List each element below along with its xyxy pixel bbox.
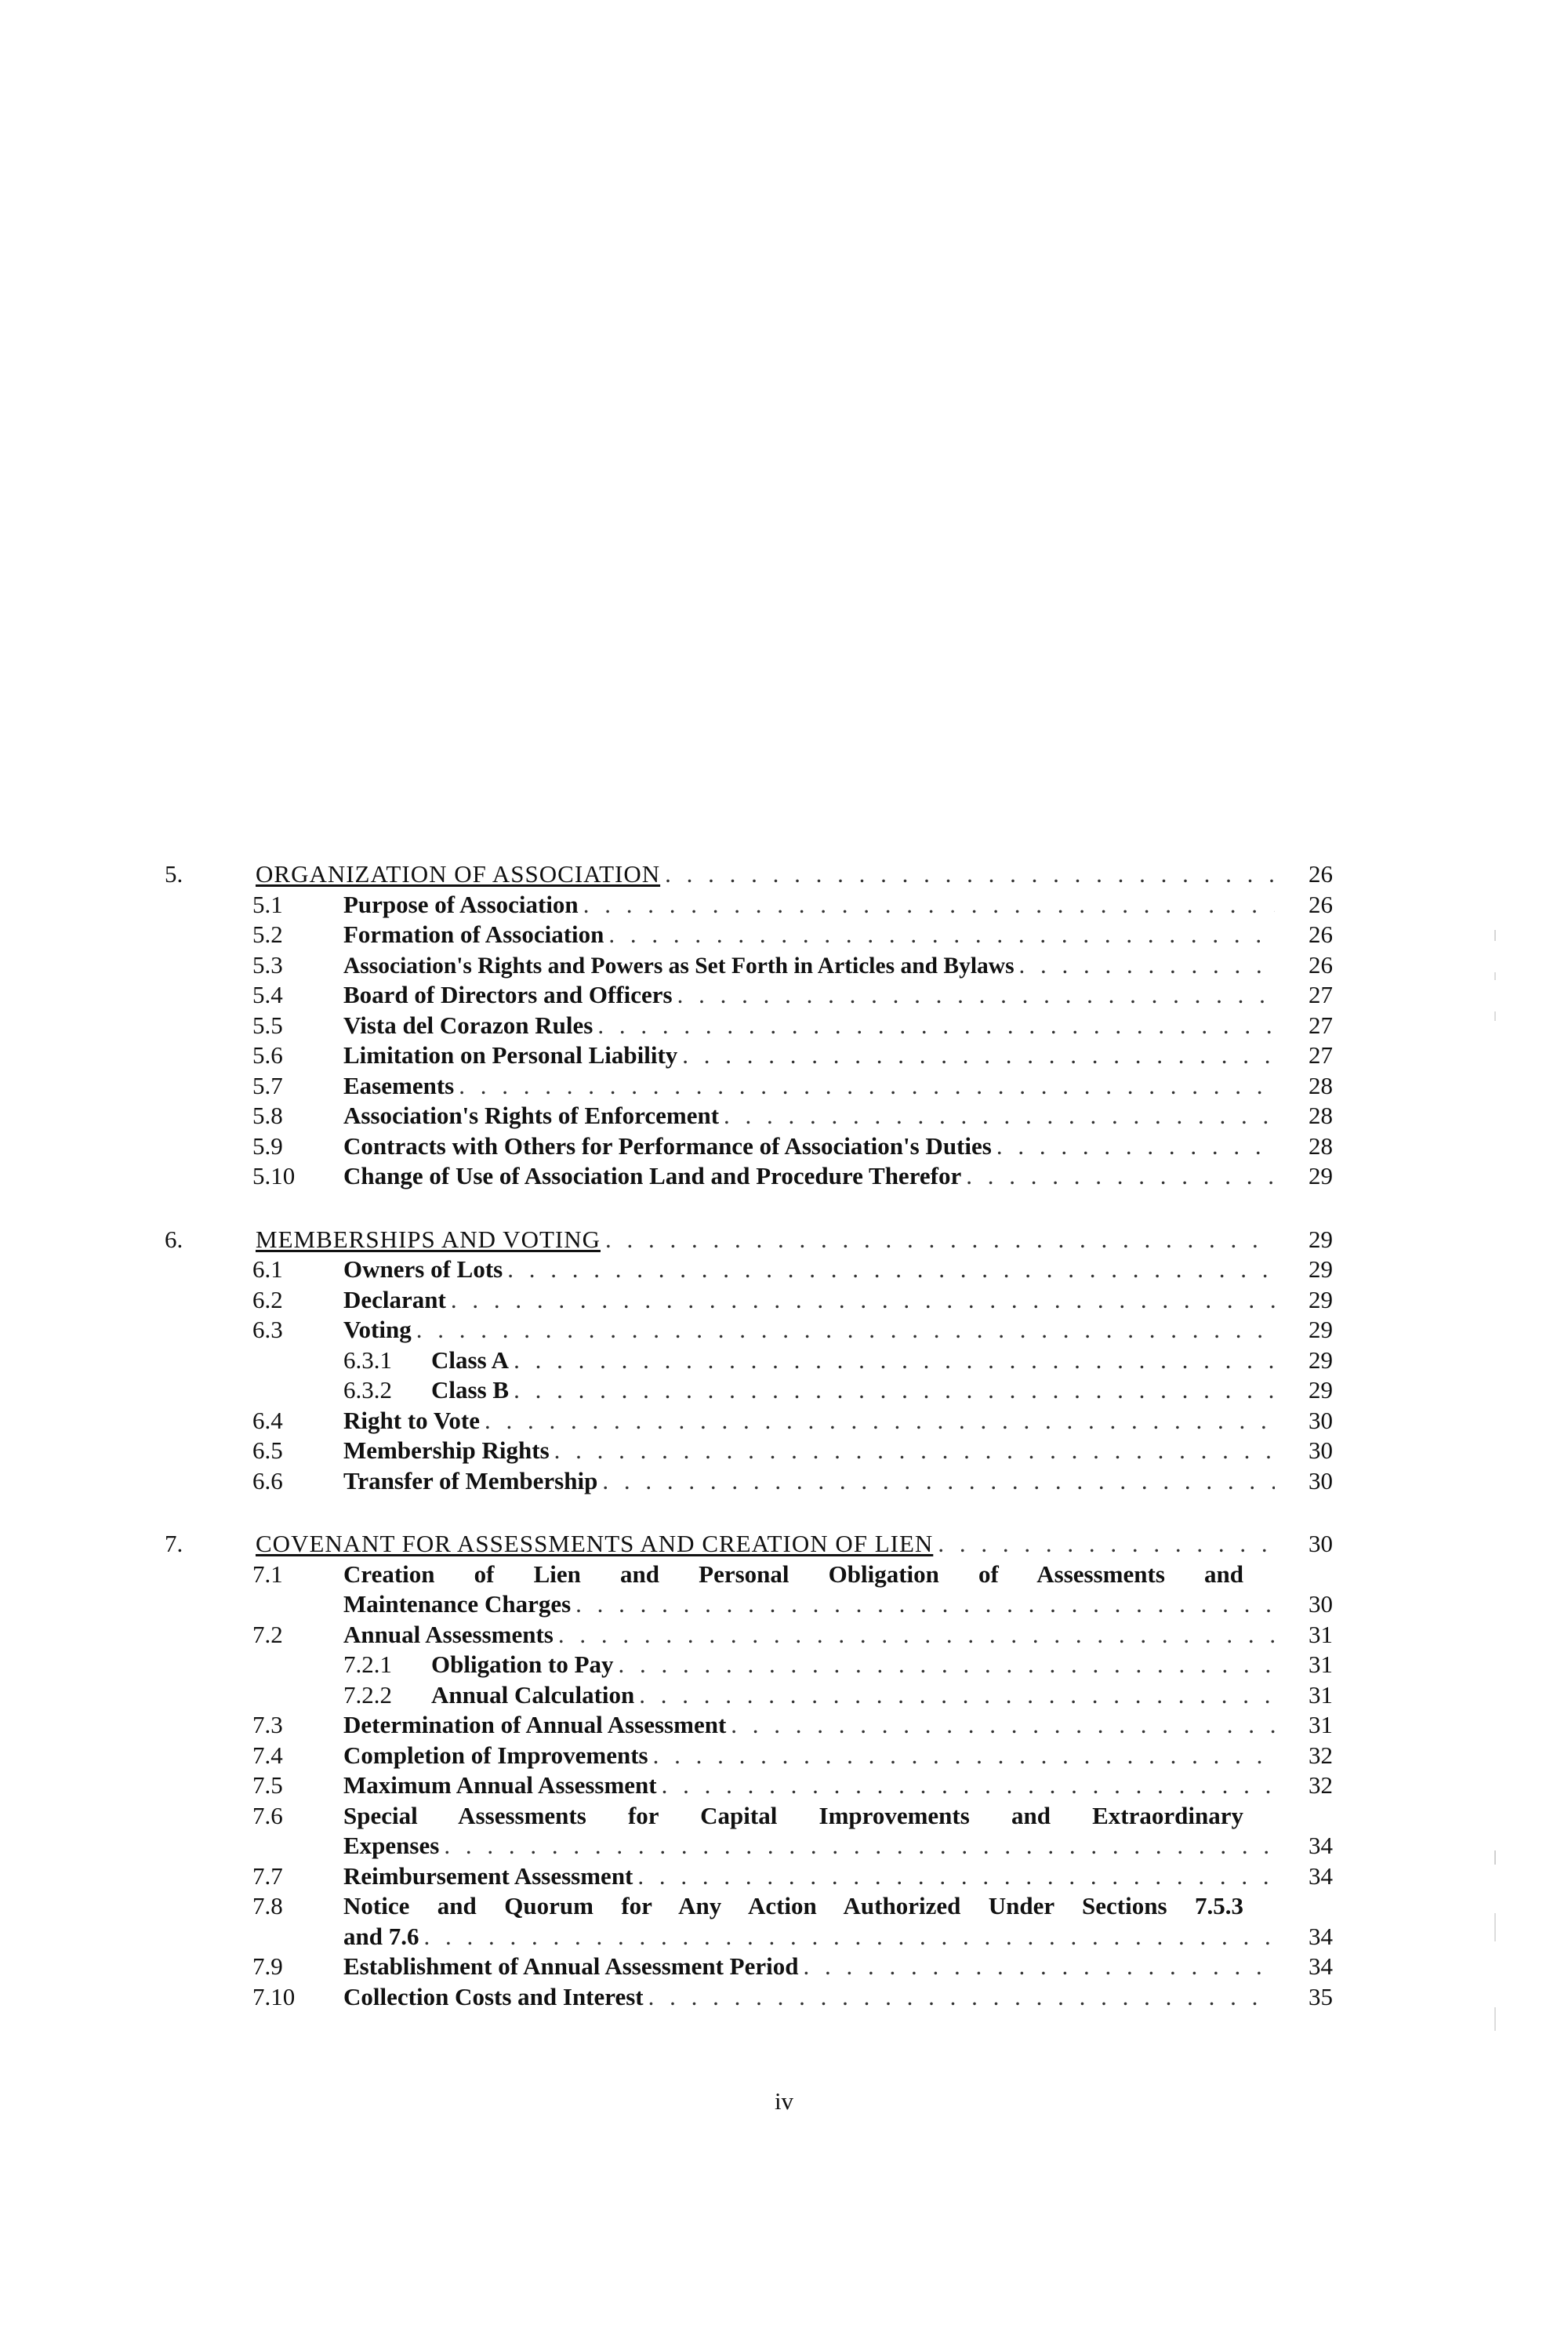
section-title-line-1: Creation of Lien and Personal Obligation of Assessments and [343,1560,1243,1588]
section-title: Determination of Annual Assessment [343,1711,727,1738]
page-number: 26 [1308,950,1333,979]
dot-leader [996,1131,1275,1162]
section-number: 7.5 [252,1771,283,1799]
page-number: 34 [1308,1952,1333,1980]
dot-leader [1019,950,1275,981]
page-number: 27 [1308,1041,1333,1069]
toc-section-5-7[interactable] [165,1071,1333,1102]
toc-section-5-3[interactable] [165,950,1333,981]
scan-artifact [1494,1913,1496,1941]
section-number: 5.7 [252,1071,283,1099]
dot-leader [575,1589,1275,1620]
scan-artifact [1494,1850,1496,1865]
dot-leader [602,1466,1275,1497]
section-title-line-2: Maintenance Charges [343,1590,572,1618]
section-number: 6.6 [252,1466,283,1494]
dot-leader [514,1346,1275,1376]
toc-section-7-7[interactable] [165,1861,1333,1892]
toc-section-6-1[interactable] [165,1255,1333,1285]
dot-leader [597,1011,1275,1041]
section-title: Easements [343,1071,455,1099]
dot-leader [648,1982,1275,2013]
page-number: 26 [1308,921,1333,948]
dot-leader [507,1255,1275,1285]
section-title: Contracts with Others for Performance of Association's Duties [343,1131,992,1160]
section-number: 6.1 [252,1255,283,1283]
section-title-line-2: and 7.6 [343,1922,419,1950]
dot-leader [803,1952,1275,1982]
section-title: Collection Costs and Interest [343,1982,644,2010]
section-number: 7.2 [252,1620,283,1648]
page-number: 30 [1308,1406,1333,1434]
page-number: 29 [1308,1346,1333,1374]
subsection-title: Class B [431,1376,510,1404]
dot-leader [665,859,1275,890]
section-number: 6.5 [252,1436,283,1464]
dot-leader [514,1375,1275,1406]
toc-section-7-5[interactable] [165,1770,1333,1801]
dot-leader [485,1406,1275,1436]
toc-section-7-4[interactable] [165,1741,1333,1771]
toc-section-7-8[interactable] [165,1891,1333,1952]
toc-subsection-7-2-2[interactable] [165,1680,1333,1711]
page-number: 29 [1308,1162,1333,1189]
page-number: 31 [1308,1620,1333,1648]
section-title: Formation of Association [343,921,604,948]
toc-section-6-2[interactable] [165,1285,1333,1316]
section-title: Transfer of Membership [343,1466,598,1494]
toc-section-6-5[interactable] [165,1436,1333,1466]
page-number: 29 [1308,1225,1333,1253]
page-number: 26 [1308,890,1333,918]
toc-section-5-10[interactable] [165,1161,1333,1192]
page-number: 31 [1308,1711,1333,1738]
dot-leader [682,1040,1275,1071]
toc-chapter-5[interactable] [165,859,1333,890]
toc-section-5-6[interactable] [165,1040,1333,1071]
section-number: 5.2 [252,921,283,948]
dot-leader [608,920,1275,950]
chapter-title: ORGANIZATION OF ASSOCIATION [256,860,661,888]
chapter-title: MEMBERSHIPS AND VOTING [256,1225,601,1253]
dot-leader [731,1710,1275,1741]
dot-leader [558,1620,1275,1651]
dot-leader [583,890,1275,921]
section-number: 7.6 [252,1801,283,1829]
page-number: 27 [1308,1011,1333,1039]
page-number: 34 [1308,1861,1333,1890]
dot-leader [637,1861,1275,1892]
dot-leader [966,1161,1275,1192]
toc-section-6-3[interactable] [165,1315,1333,1346]
scan-artifact [1494,930,1496,941]
page-number: 34 [1308,1922,1333,1950]
section-title: Purpose of Association [343,890,579,918]
toc-section-5-8[interactable] [165,1101,1333,1131]
dot-leader [938,1529,1275,1560]
subsection-number: 7.2.2 [343,1680,392,1709]
section-title: Vista del Corazon Rules [343,1011,593,1039]
page-number: 28 [1308,1071,1333,1099]
section-title-line-1: Notice and Quorum for Any Action Authorized Under Sections 7.5.3 [343,1892,1243,1919]
subsection-title: Obligation to Pay [431,1651,614,1678]
page-number: 32 [1308,1741,1333,1769]
section-number: 5.5 [252,1011,283,1039]
section-title: Change of Use of Association Land and Procedure Therefor [343,1162,962,1189]
section-number: 7.7 [252,1861,283,1890]
dot-leader [554,1436,1275,1466]
dot-leader [459,1071,1275,1102]
section-title: Reimbursement Assessment [343,1861,633,1890]
section-number: 7.10 [252,1982,296,2010]
scan-artifact [1494,972,1496,980]
toc-section-7-3[interactable] [165,1710,1333,1741]
page-number: 31 [1308,1680,1333,1709]
section-number: 5.1 [252,890,283,918]
table-of-contents [165,859,1333,2012]
dot-leader [444,1831,1275,1861]
toc-subsection-6-3-2[interactable] [165,1375,1333,1406]
section-title: Right to Vote [343,1406,480,1434]
page-number: 32 [1308,1771,1333,1799]
dot-leader [423,1922,1275,1952]
page-number: 30 [1308,1436,1333,1464]
scan-artifact [1494,1011,1496,1021]
page-number: 29 [1308,1376,1333,1404]
chapter-title: COVENANT FOR ASSESSMENTS AND CREATION OF LIEN [256,1530,934,1557]
section-title: Board of Directors and Officers [343,981,673,1008]
section-title: Voting [343,1316,412,1343]
dot-leader [605,1225,1275,1255]
dot-leader [416,1315,1275,1346]
toc-subsection-6-3-1[interactable] [165,1346,1333,1376]
section-number: 6.3 [252,1316,283,1343]
section-title: Membership Rights [343,1436,550,1464]
chapter-spacer [165,1192,1333,1225]
section-title-line-1: Special Assessments for Capital Improvements and Extraordinary [343,1801,1243,1829]
subsection-title: Annual Calculation [431,1680,635,1709]
toc-section-6-4[interactable] [165,1406,1333,1436]
toc-section-5-1[interactable] [165,890,1333,921]
chapter-spacer [165,1496,1333,1529]
toc-section-7-9[interactable] [165,1952,1333,1982]
section-number: 7.4 [252,1741,283,1769]
dot-leader [677,980,1275,1011]
page-number: 30 [1308,1466,1333,1494]
section-number: 5.9 [252,1131,283,1160]
section-number: 7.8 [252,1892,283,1919]
subsection-number: 6.3.1 [343,1346,392,1374]
section-title: Annual Assessments [343,1620,554,1648]
toc-section-5-5[interactable] [165,1011,1333,1041]
section-number: 5.4 [252,981,283,1008]
subsection-title: Class A [431,1346,510,1374]
dot-leader [639,1680,1275,1711]
section-number: 7.3 [252,1711,283,1738]
toc-chapter-6[interactable] [165,1225,1333,1255]
toc-subsection-7-2-1[interactable] [165,1650,1333,1680]
section-number: 7.1 [252,1560,283,1588]
toc-chapter-7[interactable] [165,1529,1333,1560]
subsection-number: 6.3.2 [343,1376,392,1404]
dot-leader [724,1101,1275,1131]
dot-leader [451,1285,1275,1316]
page-number: 28 [1308,1131,1333,1160]
page-number: 29 [1308,1316,1333,1343]
page-number: 30 [1308,1530,1333,1557]
toc-section-5-2[interactable] [165,920,1333,950]
chapter-number: 7. [165,1530,183,1557]
page-number: 35 [1308,1982,1333,2010]
toc-section-7-10[interactable] [165,1982,1333,2013]
section-number: 5.3 [252,950,283,979]
section-title: Completion of Improvements [343,1741,648,1769]
page-number: 29 [1308,1255,1333,1283]
chapter-number: 6. [165,1225,183,1253]
section-title: Limitation on Personal Liability [343,1041,678,1069]
section-number: 5.6 [252,1041,283,1069]
section-number: 7.9 [252,1952,283,1980]
toc-section-5-9[interactable] [165,1131,1333,1162]
scan-artifact [1494,2007,1496,2031]
dot-leader [653,1741,1275,1771]
section-title: Association's Rights of Enforcement [343,1102,720,1129]
chapter-number: 5. [165,860,183,888]
page-number: 30 [1308,1590,1333,1618]
page-number: 34 [1308,1832,1333,1859]
section-title-line-2: Expenses [343,1832,440,1859]
section-title: Maximum Annual Assessment [343,1771,657,1799]
page-number: 28 [1308,1102,1333,1129]
toc-section-5-4[interactable] [165,980,1333,1011]
subsection-number: 7.2.1 [343,1651,392,1678]
section-number: 5.8 [252,1102,283,1129]
toc-section-7-1[interactable] [165,1560,1333,1620]
section-number: 5.10 [252,1162,296,1189]
dot-leader [619,1650,1275,1680]
section-title: Owners of Lots [343,1255,503,1283]
section-title: Establishment of Annual Assessment Period [343,1952,799,1980]
section-title: Declarant [343,1285,446,1313]
toc-section-7-2[interactable] [165,1620,1333,1651]
page-number: 29 [1308,1285,1333,1313]
toc-section-7-6[interactable] [165,1801,1333,1861]
toc-section-6-6[interactable] [165,1466,1333,1497]
page-number: 26 [1308,860,1333,888]
page-number: 27 [1308,981,1333,1008]
section-number: 6.4 [252,1406,283,1434]
dot-leader [662,1770,1275,1801]
section-number: 6.2 [252,1285,283,1313]
page-number: 31 [1308,1651,1333,1678]
page-folio: iv [774,2087,794,2115]
section-title: Association's Rights and Powers as Set Forth in Articles and Bylaws [343,953,1014,979]
